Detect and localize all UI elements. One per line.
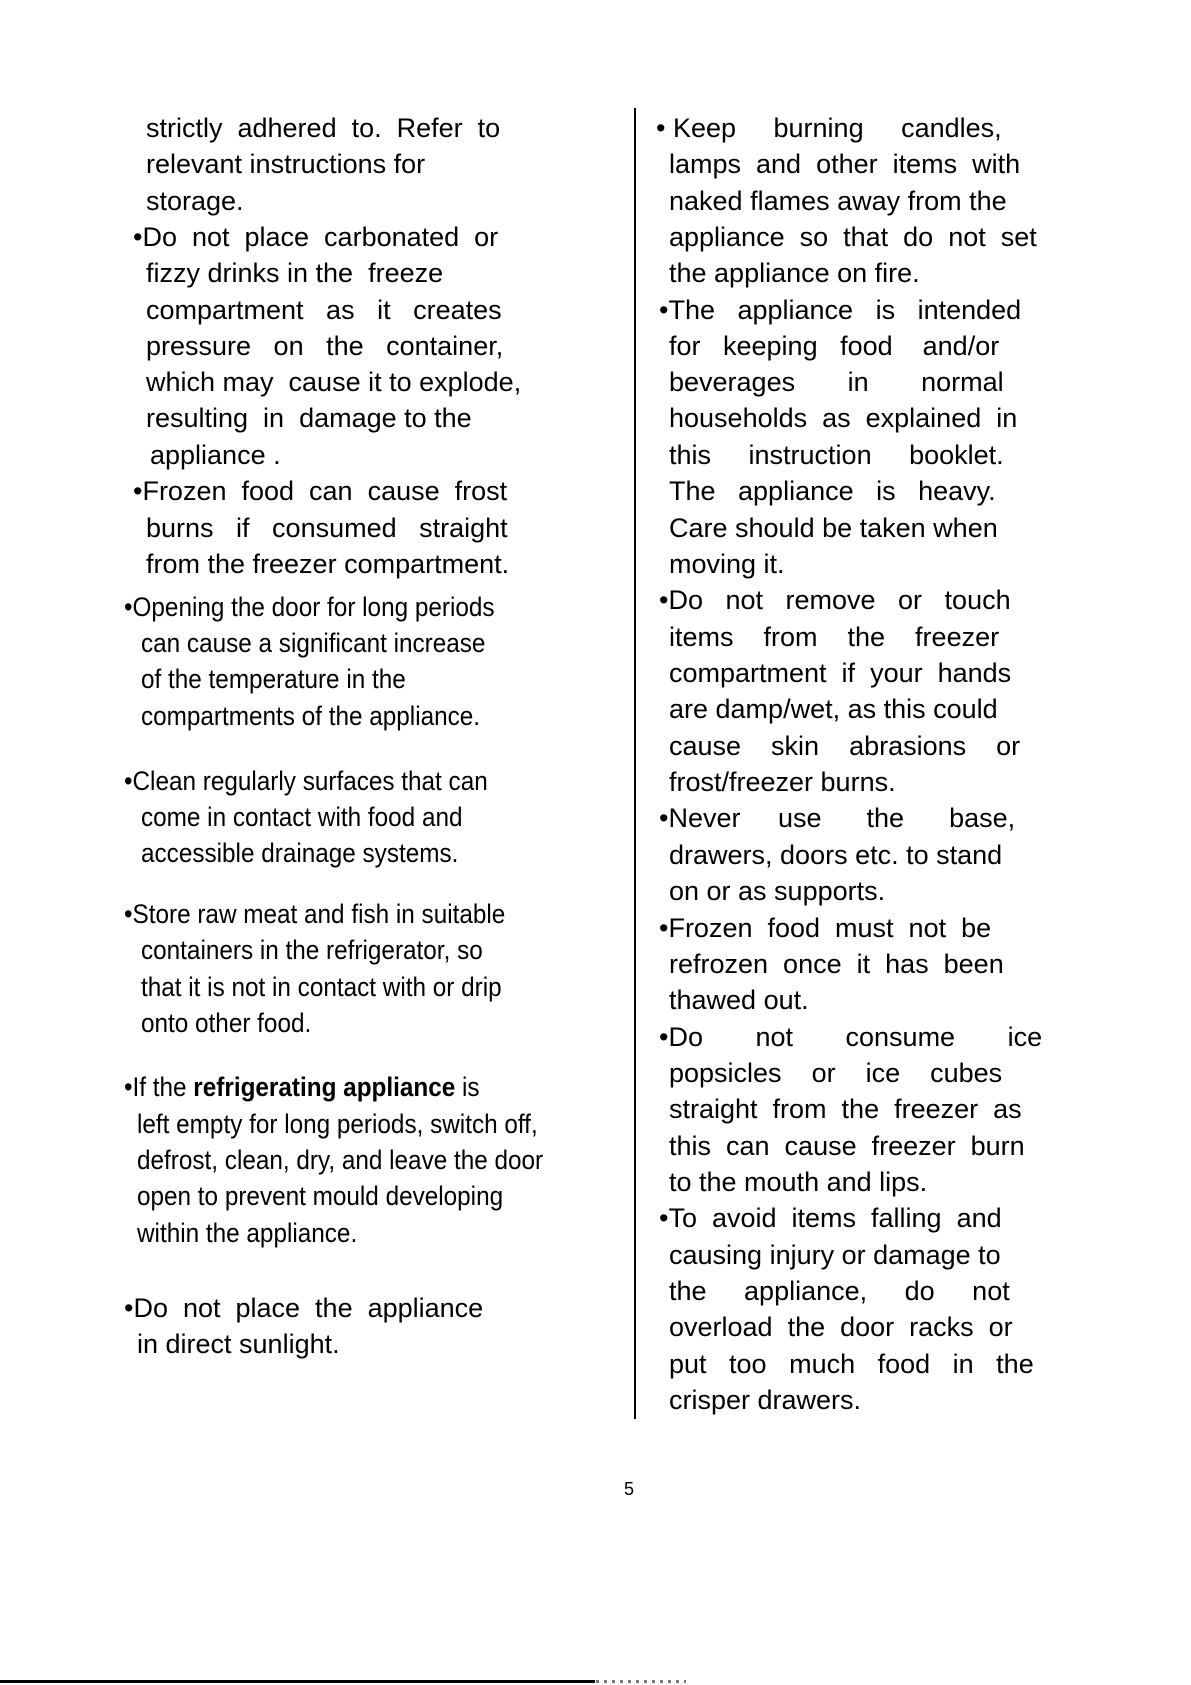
text-line: •Do not place carbonated or [133, 222, 499, 252]
text-line: compartment as it creates [146, 295, 502, 325]
text-line: frost/freezer burns. [669, 767, 896, 797]
text-line: in direct sunlight. [137, 1329, 340, 1359]
text-line: of the temperature in the [141, 664, 406, 694]
text-line: •Never use the base, [659, 803, 1016, 833]
text-line: which may cause it to explode, [146, 367, 522, 397]
text-line: •Frozen food can cause frost [133, 476, 508, 506]
text-line: accessible drainage systems. [141, 838, 459, 868]
text-line: within the appliance. [137, 1218, 358, 1248]
text-line: storage. [146, 186, 244, 216]
text-line: onto other food. [141, 1008, 312, 1038]
text-run: is [455, 1072, 480, 1102]
text-line: are damp/wet, as this could [669, 694, 998, 724]
text-run: •If the [124, 1072, 194, 1102]
text-line: lamps and other items with [669, 149, 1021, 179]
text-line: causing injury or damage to [669, 1240, 1001, 1270]
text-line: •Clean regularly surfaces that can [124, 766, 488, 796]
text-line: •Do not place the appliance [124, 1293, 484, 1323]
text-line: to the mouth and lips. [669, 1167, 928, 1197]
text-line: Care should be taken when [669, 513, 998, 543]
text-line: containers in the refrigerator, so [141, 935, 483, 965]
text-line: items from the freezer [669, 622, 1000, 652]
text-line: straight from the freezer as [669, 1094, 1022, 1124]
bottom-scan-marks [596, 1680, 686, 1683]
text-line: burns if consumed straight [146, 513, 508, 543]
text-line: The appliance is heavy. [669, 476, 996, 506]
text-line: •Frozen food must not be [659, 913, 992, 943]
text-line: •The appliance is intended [659, 295, 1022, 325]
page-number: 5 [624, 1479, 635, 1499]
text-line: pressure on the container, [146, 331, 504, 361]
text-line: • Keep burning candles, [656, 113, 1002, 143]
text-line: can cause a significant increase [141, 628, 486, 658]
bold-term: refrigerating appliance [193, 1072, 456, 1102]
text-line [124, 1072, 480, 1102]
text-line: refrozen once it has been [669, 949, 1004, 979]
text-line: thawed out. [669, 985, 809, 1015]
text-line: from the freezer compartment. [146, 549, 510, 579]
column-divider [634, 108, 636, 1419]
text-line: •Do not consume ice [659, 1022, 1043, 1052]
text-line: •Do not remove or touch [659, 585, 1011, 615]
text-line: strictly adhered to. Refer to [146, 113, 501, 143]
text-line: compartments of the appliance. [141, 701, 481, 731]
text-line: cause skin abrasions or [669, 731, 1021, 761]
text-line: overload the door racks or [669, 1312, 1013, 1342]
text-line: resulting in damage to the [146, 403, 472, 433]
text-line: open to prevent mould developing [137, 1181, 504, 1211]
text-line: for keeping food and/or [669, 331, 1000, 361]
bottom-rule [0, 1680, 595, 1683]
text-line: popsicles or ice cubes [669, 1058, 1003, 1088]
text-line: •Opening the door for long periods [124, 592, 495, 622]
text-line: •To avoid items falling and [659, 1203, 1002, 1233]
text-line: beverages in normal [669, 367, 1004, 397]
text-line: naked flames away from the [669, 186, 1007, 216]
text-line: the appliance, do not [669, 1276, 1010, 1306]
text-line: appliance . [150, 440, 281, 470]
text-line: relevant instructions for [146, 149, 426, 179]
text-line: •Store raw meat and fish in suitable [124, 899, 506, 929]
text-line: crisper drawers. [669, 1385, 862, 1415]
text-line: fizzy drinks in the freeze [146, 258, 444, 288]
text-line: come in contact with food and [141, 802, 463, 832]
text-line: defrost, clean, dry, and leave the door [137, 1145, 544, 1175]
text-line: households as explained in [669, 403, 1018, 433]
text-line: this instruction booklet. [669, 440, 1004, 470]
text-line: the appliance on fire. [669, 258, 920, 288]
text-line: moving it. [669, 549, 785, 579]
text-line: appliance so that do not set [669, 222, 1037, 252]
text-line: drawers, doors etc. to stand [669, 840, 1003, 870]
text-line: on or as supports. [669, 876, 886, 906]
text-line: left empty for long periods, switch off, [137, 1109, 538, 1139]
text-line: put too much food in the [669, 1349, 1034, 1379]
text-line: this can cause freezer burn [669, 1131, 1025, 1161]
text-line: that it is not in contact with or drip [141, 972, 502, 1002]
text-line: compartment if your hands [669, 658, 1012, 688]
